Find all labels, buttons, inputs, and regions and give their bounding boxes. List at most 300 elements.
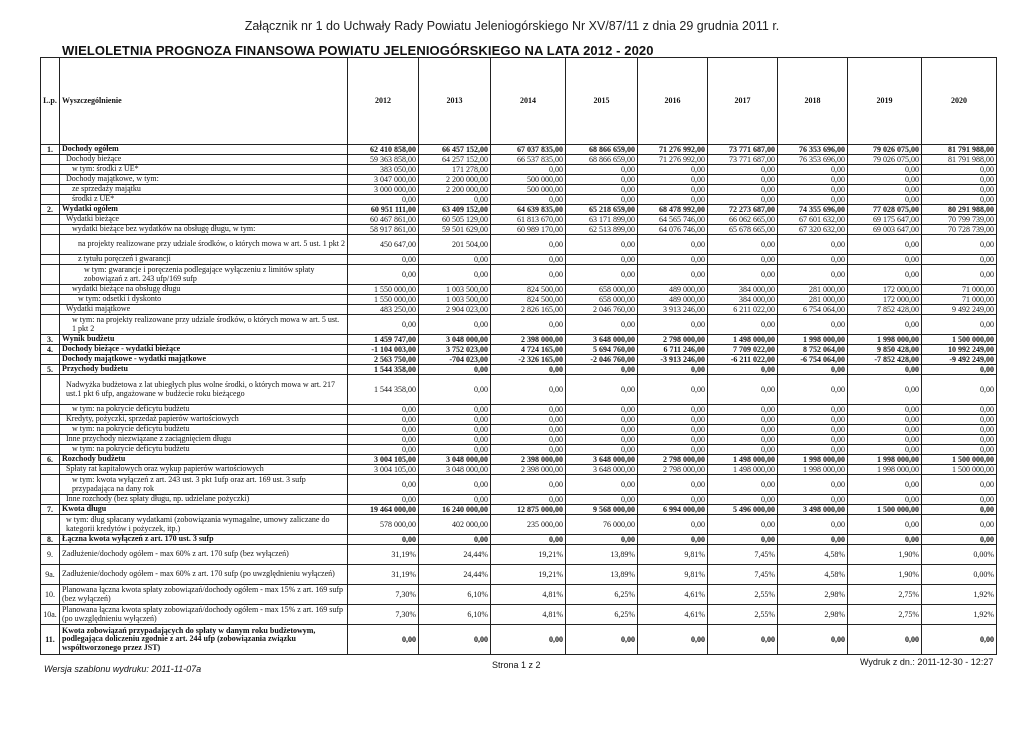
row-label: Planowana łączna kwota spłaty zobowiązań/dochody ogółem - max 15% z art. 169 sufp (bez wyłączeń)	[60, 585, 348, 605]
row-label: w tym: gwarancje i poręczenia podlegające wyłączeniu z limitów spłaty zobowiązań z art. 243 ufp/169 sufp	[60, 265, 348, 285]
value-cell: 0,00	[491, 475, 566, 495]
value-cell: 0,00	[778, 175, 848, 185]
row-number	[41, 305, 60, 315]
print-date: Wydruk z dn.: 2011-12-30 - 12:27	[860, 657, 994, 667]
row-label: Wydatki bieżące	[60, 215, 348, 225]
value-cell: 0,00	[491, 195, 566, 205]
value-cell: 65 678 665,00	[708, 225, 778, 235]
column-header-lp: L.p.	[41, 58, 60, 145]
row-label: Rozchody budżetu	[60, 455, 348, 465]
value-cell: 59 363 858,00	[348, 155, 419, 165]
value-cell: 0,00	[848, 235, 922, 255]
table-row	[41, 295, 997, 305]
value-cell: 0,00	[348, 255, 419, 265]
row-number	[41, 315, 60, 335]
value-cell: -3 913 246,00	[638, 355, 708, 365]
value-cell: 0,00	[566, 315, 638, 335]
value-cell: 1 500 000,00	[848, 505, 922, 515]
value-cell: 0,00	[638, 175, 708, 185]
value-cell: 8 752 064,00	[778, 345, 848, 355]
value-cell: 19 464 000,00	[348, 505, 419, 515]
row-number	[41, 295, 60, 305]
table-row	[41, 175, 997, 185]
row-label: Inne rozchody (bez spłaty długu, np. udzielane pożyczki)	[60, 495, 348, 505]
value-cell: 0,00	[638, 255, 708, 265]
value-cell: 0,00	[566, 235, 638, 255]
row-label: Łączna kwota wyłączeń z art. 170 ust. 3 sufp	[60, 535, 348, 545]
value-cell: 0,00	[922, 405, 997, 415]
value-cell: 658 000,00	[566, 285, 638, 295]
value-cell: 0,00	[922, 365, 997, 375]
value-cell: 0,00	[848, 425, 922, 435]
value-cell: 24,44%	[419, 545, 491, 565]
value-cell: 0,00	[848, 535, 922, 545]
value-cell: 4,81%	[491, 605, 566, 625]
row-number	[41, 235, 60, 255]
value-cell: 0,00	[491, 425, 566, 435]
value-cell: 0,00	[708, 265, 778, 285]
value-cell: 58 917 861,00	[348, 225, 419, 235]
value-cell: 0,00%	[922, 565, 997, 585]
value-cell: 483 250,00	[348, 305, 419, 315]
value-cell: 0,00	[638, 235, 708, 255]
value-cell: 24,44%	[419, 565, 491, 585]
value-cell: 0,00	[848, 445, 922, 455]
value-cell: 281 000,00	[778, 285, 848, 295]
value-cell: 0,00	[708, 365, 778, 375]
value-cell: 0,00	[922, 315, 997, 335]
value-cell: 0,00	[848, 255, 922, 265]
table-row	[41, 545, 997, 565]
value-cell: 0,00	[708, 415, 778, 425]
value-cell: 1 998 000,00	[778, 465, 848, 475]
value-cell: 76 000,00	[566, 515, 638, 535]
value-cell: 0,00	[638, 535, 708, 545]
value-cell: 31,19%	[348, 545, 419, 565]
table-row	[41, 165, 997, 175]
column-header-year: 2012	[348, 58, 419, 145]
value-cell: 500 000,00	[491, 175, 566, 185]
value-cell: 0,00	[778, 265, 848, 285]
value-cell: 0,00	[778, 415, 848, 425]
value-cell: 9 492 249,00	[922, 305, 997, 315]
table-row	[41, 355, 997, 365]
row-label: wydatki bieżące bez wydatków na obsługę długu, w tym:	[60, 225, 348, 235]
value-cell: -704 023,00	[419, 355, 491, 365]
value-cell: 65 218 659,00	[566, 205, 638, 215]
value-cell: 402 000,00	[419, 515, 491, 535]
value-cell: 1 998 000,00	[848, 335, 922, 345]
value-cell: 7,30%	[348, 585, 419, 605]
table-row	[41, 145, 997, 155]
row-label: Nadwyżka budżetowa z lat ubiegłych plus wolne środki, o których mowa w art. 217 ust.1 pkt 6 ufp, angażowane w budżecie roku bieżącego	[60, 375, 348, 405]
value-cell: 824 500,00	[491, 285, 566, 295]
row-label: w tym: środki z UE*	[60, 165, 348, 175]
row-number	[41, 185, 60, 195]
value-cell: 9 568 000,00	[566, 505, 638, 515]
value-cell: 66 537 835,00	[491, 155, 566, 165]
table-row	[41, 335, 997, 345]
value-cell: -7 852 428,00	[848, 355, 922, 365]
value-cell: 4,58%	[778, 545, 848, 565]
row-label: środki z UE*	[60, 195, 348, 205]
row-label: Dochody majątkowe, w tym:	[60, 175, 348, 185]
value-cell: 0,00	[566, 175, 638, 185]
value-cell: 79 026 075,00	[848, 145, 922, 155]
value-cell: 0,00	[922, 165, 997, 175]
column-header-year: 2016	[638, 58, 708, 145]
value-cell: 6 711 246,00	[638, 345, 708, 355]
value-cell: 0,00	[638, 425, 708, 435]
value-cell: 0,00	[708, 185, 778, 195]
value-cell: 13,89%	[566, 565, 638, 585]
financial-forecast-table	[40, 57, 997, 655]
value-cell: -2 046 760,00	[566, 355, 638, 365]
value-cell: 2 798 000,00	[638, 335, 708, 345]
value-cell: 0,00	[348, 195, 419, 205]
value-cell: 0,00	[778, 475, 848, 495]
value-cell: 67 601 632,00	[778, 215, 848, 225]
value-cell: 0,00	[638, 475, 708, 495]
value-cell: 3 048 000,00	[419, 455, 491, 465]
value-cell: 0,00	[778, 195, 848, 205]
table-row	[41, 215, 997, 225]
row-label: w tym: na projekty realizowane przy udziale środków, o których mowa w art. 5 ust. 1 pkt 2	[60, 315, 348, 335]
value-cell: 71 276 992,00	[638, 145, 708, 155]
value-cell: 235 000,00	[491, 515, 566, 535]
value-cell: 0,00	[638, 365, 708, 375]
table-row	[41, 445, 997, 455]
row-number	[41, 405, 60, 415]
value-cell: 64 639 835,00	[491, 205, 566, 215]
row-number	[41, 355, 60, 365]
row-label: Dochody majątkowe - wydatki majątkowe	[60, 355, 348, 365]
value-cell: 0,00	[922, 425, 997, 435]
value-cell: 0,00	[491, 535, 566, 545]
value-cell: 0,00	[419, 265, 491, 285]
value-cell: 0,00	[348, 435, 419, 445]
row-label: w tym: na pokrycie deficytu budżetu	[60, 445, 348, 455]
value-cell: 0,00	[708, 435, 778, 445]
value-cell: 0,00	[922, 415, 997, 425]
value-cell: 0,00	[848, 265, 922, 285]
value-cell: 2 398 000,00	[491, 335, 566, 345]
value-cell: 6,25%	[566, 605, 638, 625]
value-cell: 79 026 075,00	[848, 155, 922, 165]
value-cell: 71 000,00	[922, 295, 997, 305]
value-cell: 0,00	[922, 375, 997, 405]
value-cell: 3 048 000,00	[419, 465, 491, 475]
table-row	[41, 455, 997, 465]
value-cell: 0,00	[778, 425, 848, 435]
table-row	[41, 345, 997, 355]
row-label: Dochody bieżące - wydatki bieżące	[60, 345, 348, 355]
value-cell: 0,00	[491, 495, 566, 505]
value-cell: 2,75%	[848, 585, 922, 605]
row-number	[41, 195, 60, 205]
value-cell: 7 852 428,00	[848, 305, 922, 315]
value-cell: 0,00	[922, 445, 997, 455]
value-cell: 0,00	[348, 495, 419, 505]
column-header-year: 2015	[566, 58, 638, 145]
row-label: na projekty realizowane przy udziale środków, o których mowa w art. 5 ust. 1 pkt 2	[60, 235, 348, 255]
value-cell: 0,00	[922, 235, 997, 255]
table-row	[41, 155, 997, 165]
value-cell: 384 000,00	[708, 285, 778, 295]
value-cell: 0,00	[638, 405, 708, 415]
value-cell: 9,81%	[638, 565, 708, 585]
value-cell: 0,00	[922, 185, 997, 195]
value-cell: 0,00	[638, 515, 708, 535]
value-cell: 0,00	[848, 415, 922, 425]
value-cell: 71 276 992,00	[638, 155, 708, 165]
row-label: Przychody budżetu	[60, 365, 348, 375]
value-cell: 0,00	[348, 405, 419, 415]
value-cell: 0,00	[419, 425, 491, 435]
column-header-item: Wyszczególnienie	[60, 58, 348, 145]
value-cell: 80 291 988,00	[922, 205, 997, 215]
value-cell: 0,00	[566, 535, 638, 545]
value-cell: 73 771 687,00	[708, 145, 778, 155]
value-cell: 0,00	[778, 165, 848, 175]
value-cell: 2,75%	[848, 605, 922, 625]
value-cell: 1,90%	[848, 545, 922, 565]
value-cell: 1 500 000,00	[922, 455, 997, 465]
value-cell: 63 171 899,00	[566, 215, 638, 225]
value-cell: 0,00	[848, 175, 922, 185]
row-label: Planowana łączna kwota spłaty zobowiązań/dochody ogółem - max 15% z art. 169 sufp (po uwzględnieniu wyłączeń)	[60, 605, 348, 625]
value-cell: 0,00	[491, 365, 566, 375]
value-cell: 5 496 000,00	[708, 505, 778, 515]
value-cell: 9,81%	[638, 545, 708, 565]
row-number: 8.	[41, 535, 60, 545]
row-number	[41, 165, 60, 175]
value-cell: 0,00	[638, 445, 708, 455]
row-number	[41, 215, 60, 225]
value-cell: 62 410 858,00	[348, 145, 419, 155]
value-cell: 0,00	[419, 255, 491, 265]
value-cell: 383 050,00	[348, 165, 419, 175]
value-cell: 64 257 152,00	[419, 155, 491, 165]
table-row	[41, 265, 997, 285]
row-label: Wydatki majątkowe	[60, 305, 348, 315]
table-header-row	[41, 58, 997, 145]
row-number	[41, 435, 60, 445]
value-cell: 1 498 000,00	[708, 465, 778, 475]
value-cell: 2,55%	[708, 585, 778, 605]
value-cell: -6 754 064,00	[778, 355, 848, 365]
value-cell: 68 866 659,00	[566, 155, 638, 165]
value-cell: 0,00	[348, 265, 419, 285]
value-cell: 0,00	[566, 185, 638, 195]
row-label: Zadłużenie/dochody ogółem - max 60% z art. 170 sufp (bez wyłączeń)	[60, 545, 348, 565]
row-number: 7.	[41, 505, 60, 515]
column-header-year: 2018	[778, 58, 848, 145]
value-cell: 4,58%	[778, 565, 848, 585]
value-cell: 0,00	[708, 255, 778, 265]
value-cell: 0,00	[848, 195, 922, 205]
value-cell: 0,00	[566, 625, 638, 655]
value-cell: 0,00	[778, 185, 848, 195]
value-cell: 1 998 000,00	[848, 455, 922, 465]
value-cell: 60 467 861,00	[348, 215, 419, 225]
row-label: Spłaty rat kapitałowych oraz wykup papierów wartościowych	[60, 465, 348, 475]
value-cell: 7,45%	[708, 545, 778, 565]
value-cell: 69 175 647,00	[848, 215, 922, 225]
value-cell: 0,00	[566, 435, 638, 445]
value-cell: 0,00	[566, 375, 638, 405]
value-cell: 172 000,00	[848, 295, 922, 305]
value-cell: 0,00	[348, 475, 419, 495]
row-number: 9a.	[41, 565, 60, 585]
value-cell: 0,00	[491, 165, 566, 175]
row-number	[41, 175, 60, 185]
value-cell: 0,00	[566, 495, 638, 505]
value-cell: 3 000 000,00	[348, 185, 419, 195]
column-header-year: 2020	[922, 58, 997, 145]
value-cell: 0,00	[348, 535, 419, 545]
row-label: Kwota zobowiązań przypadających do spłaty w danym roku budżetowym, podlegająca doliczeniu zgodnie z art. 244 ufp (zobowiązania związku współtworzonego przez JST)	[60, 625, 348, 655]
value-cell: 71 000,00	[922, 285, 997, 295]
value-cell: 0,00	[566, 165, 638, 175]
value-cell: 19,21%	[491, 545, 566, 565]
value-cell: 489 000,00	[638, 295, 708, 305]
value-cell: 67 320 632,00	[778, 225, 848, 235]
row-label: w tym: odsetki i dyskonto	[60, 295, 348, 305]
row-number	[41, 265, 60, 285]
column-header-year: 2019	[848, 58, 922, 145]
table-row	[41, 425, 997, 435]
value-cell: 4,61%	[638, 585, 708, 605]
attachment-header: Załącznik nr 1 do Uchwały Rady Powiatu Jeleniogórskiego Nr XV/87/11 z dnia 29 grudnia 2011 r.	[244, 19, 780, 33]
value-cell: 0,00	[708, 315, 778, 335]
value-cell: 0,00	[419, 475, 491, 495]
value-cell: 3 648 000,00	[566, 465, 638, 475]
value-cell: 0,00	[638, 625, 708, 655]
table-row	[41, 495, 997, 505]
column-header-year: 2014	[491, 58, 566, 145]
value-cell: 0,00	[708, 625, 778, 655]
value-cell: 0,00	[778, 515, 848, 535]
value-cell: 0,00	[778, 625, 848, 655]
table-row	[41, 625, 997, 655]
value-cell: 0,00	[348, 625, 419, 655]
row-number	[41, 475, 60, 495]
value-cell: 0,00	[419, 405, 491, 415]
value-cell: 13,89%	[566, 545, 638, 565]
value-cell: 0,00	[778, 445, 848, 455]
row-label: w tym: kwota wyłączeń z art. 243 ust. 3 pkt 1ufp oraz art. 169 ust. 3 sufp przypadająca na dany rok	[60, 475, 348, 495]
row-number: 9.	[41, 545, 60, 565]
row-label: w tym: na pokrycie deficytu budżetu	[60, 425, 348, 435]
value-cell: 824 500,00	[491, 295, 566, 305]
document-title: WIELOLETNIA PROGNOZA FINANSOWA POWIATU JELENIOGÓRSKIEGO NA LATA 2012 - 2020	[62, 43, 654, 58]
value-cell: -9 492 249,00	[922, 355, 997, 365]
value-cell: 1,92%	[922, 585, 997, 605]
row-number	[41, 375, 60, 405]
template-version: Wersja szablonu wydruku: 2011-11-07a	[44, 664, 202, 674]
value-cell: 0,00	[491, 255, 566, 265]
value-cell: 2 826 165,00	[491, 305, 566, 315]
value-cell: 0,00	[922, 495, 997, 505]
value-cell: 68 478 992,00	[638, 205, 708, 215]
value-cell: 2 046 760,00	[566, 305, 638, 315]
value-cell: 450 647,00	[348, 235, 419, 255]
value-cell: 0,00	[419, 195, 491, 205]
row-number	[41, 445, 60, 455]
value-cell: 0,00	[491, 445, 566, 455]
value-cell: 0,00	[708, 515, 778, 535]
table-row	[41, 375, 997, 405]
value-cell: 0,00	[638, 315, 708, 335]
value-cell: 72 273 687,00	[708, 205, 778, 215]
value-cell: 76 353 696,00	[778, 155, 848, 165]
value-cell: 1 550 000,00	[348, 285, 419, 295]
value-cell: 0,00	[922, 435, 997, 445]
value-cell: 0,00	[419, 495, 491, 505]
value-cell: 0,00	[922, 535, 997, 545]
value-cell: 2 798 000,00	[638, 465, 708, 475]
value-cell: 7,30%	[348, 605, 419, 625]
value-cell: 3 047 000,00	[348, 175, 419, 185]
value-cell: 500 000,00	[491, 185, 566, 195]
table-row	[41, 415, 997, 425]
value-cell: 0,00	[778, 405, 848, 415]
value-cell: 31,19%	[348, 565, 419, 585]
row-label: w tym: na pokrycie deficytu budżetu	[60, 405, 348, 415]
value-cell: 0,00	[848, 365, 922, 375]
value-cell: 3 004 105,00	[348, 455, 419, 465]
value-cell: 0,00	[566, 265, 638, 285]
table-row	[41, 435, 997, 445]
value-cell: 68 866 659,00	[566, 145, 638, 155]
row-label: wydatki bieżące na obsługę długu	[60, 285, 348, 295]
value-cell: 2,98%	[778, 585, 848, 605]
value-cell: 59 501 629,00	[419, 225, 491, 235]
value-cell: 384 000,00	[708, 295, 778, 305]
value-cell: 2 904 023,00	[419, 305, 491, 315]
value-cell: 4,61%	[638, 605, 708, 625]
value-cell: 658 000,00	[566, 295, 638, 305]
value-cell: 489 000,00	[638, 285, 708, 295]
value-cell: 0,00	[566, 405, 638, 415]
value-cell: 0,00	[638, 195, 708, 205]
row-number	[41, 465, 60, 475]
value-cell: 1 544 358,00	[348, 365, 419, 375]
row-number: 10a.	[41, 605, 60, 625]
value-cell: 6 754 064,00	[778, 305, 848, 315]
value-cell: 0,00	[848, 515, 922, 535]
value-cell: 0,00	[419, 375, 491, 405]
row-number	[41, 155, 60, 165]
row-number: 11.	[41, 625, 60, 655]
value-cell: 172 000,00	[848, 285, 922, 295]
value-cell: 0,00	[419, 625, 491, 655]
value-cell: 66 062 665,00	[708, 215, 778, 225]
value-cell: 1 498 000,00	[708, 335, 778, 345]
value-cell: 73 771 687,00	[708, 155, 778, 165]
value-cell: 2 200 000,00	[419, 185, 491, 195]
value-cell: 0,00	[566, 475, 638, 495]
table-row	[41, 315, 997, 335]
value-cell: 0,00	[638, 495, 708, 505]
value-cell: 2 398 000,00	[491, 465, 566, 475]
row-label: Wynik budżetu	[60, 335, 348, 345]
value-cell: 0,00	[348, 425, 419, 435]
value-cell: 0,00	[708, 175, 778, 185]
value-cell: -6 211 022,00	[708, 355, 778, 365]
value-cell: 0,00	[778, 435, 848, 445]
